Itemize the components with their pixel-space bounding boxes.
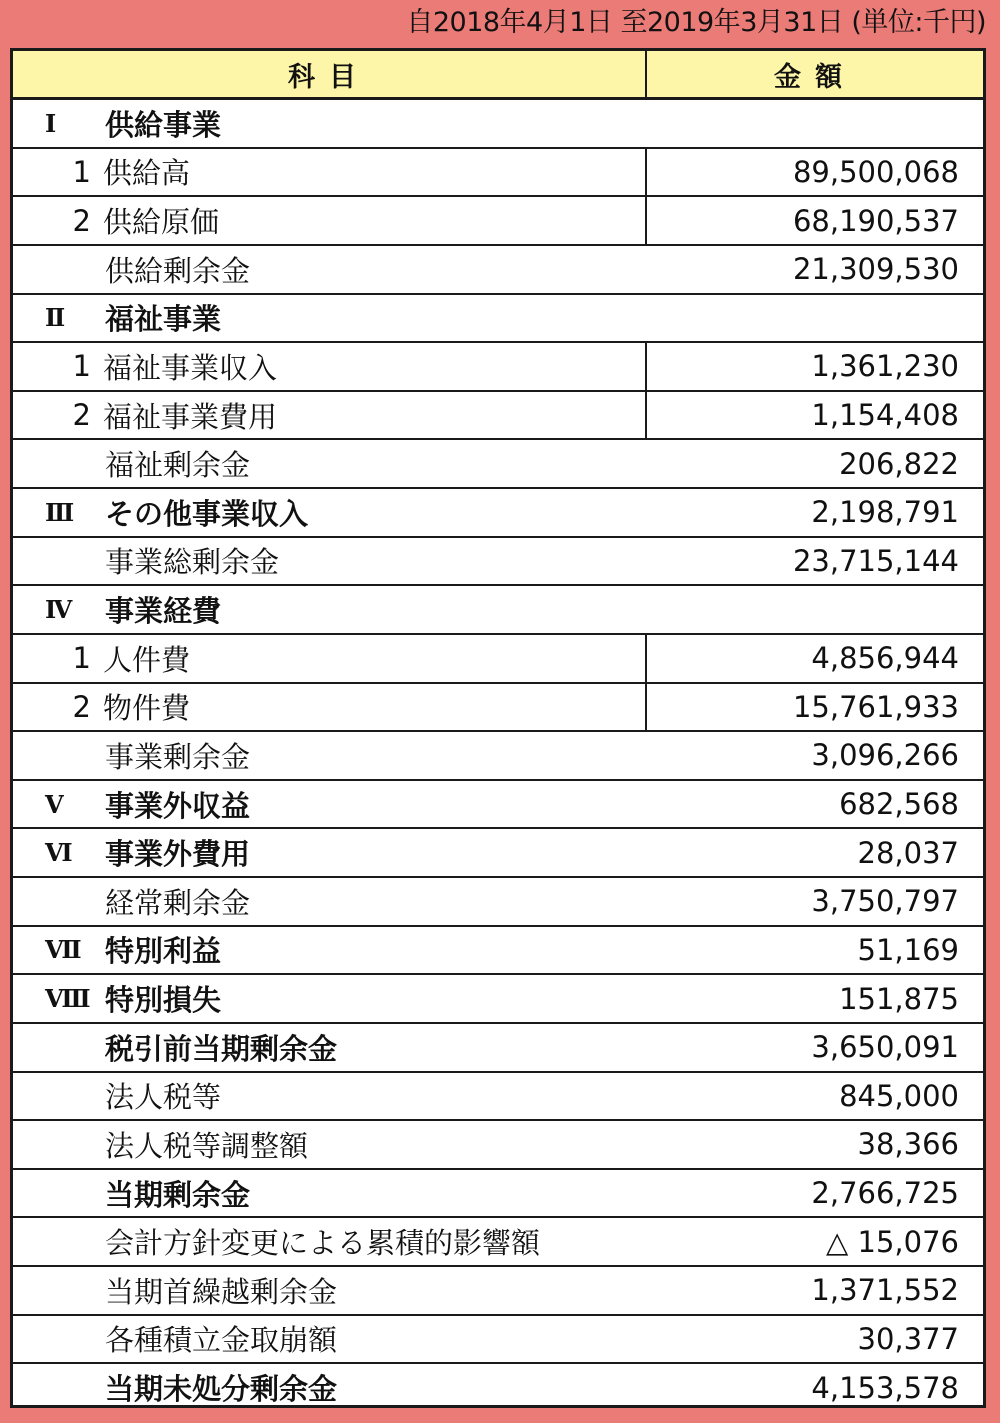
table-row xyxy=(13,1216,983,1265)
row-label: 経常剰余金 xyxy=(105,885,251,920)
subject-cell xyxy=(13,781,647,828)
amount-cell xyxy=(647,100,983,147)
amount-cell: 68,190,537 xyxy=(792,203,959,238)
section-numeral: Ⅲ xyxy=(45,497,75,527)
amount-column-header: 金額 xyxy=(774,61,856,93)
table-row xyxy=(13,1265,983,1314)
row-label: 供給原価 xyxy=(103,205,220,240)
subject-cell xyxy=(13,975,647,1022)
row-label: 法人税等 xyxy=(105,1080,222,1115)
section-numeral: Ⅰ xyxy=(45,108,57,138)
table-row xyxy=(13,341,983,390)
subject-cell xyxy=(13,927,647,974)
row-label: 事業総剰余金 xyxy=(105,545,280,580)
subject-cell xyxy=(13,538,647,585)
table-row xyxy=(13,1362,983,1411)
amount-cell: 28,037 xyxy=(857,835,959,870)
table-row xyxy=(13,536,983,585)
table-row xyxy=(13,438,983,487)
income-statement-table xyxy=(10,48,986,1408)
subject-cell xyxy=(13,489,647,536)
row-label: 当期首繰越剰余金 xyxy=(105,1274,338,1309)
row-label: 当期剰余金 xyxy=(105,1177,251,1212)
table-header xyxy=(13,51,983,100)
amount-cell: △ 15,076 xyxy=(826,1224,959,1259)
table-row xyxy=(13,584,983,633)
row-label: 物件費 xyxy=(103,691,191,726)
amount-cell: 51,169 xyxy=(857,932,959,967)
amount-cell: 30,377 xyxy=(857,1321,959,1356)
row-label: 各種積立金取崩額 xyxy=(105,1323,338,1358)
row-label: その他事業収入 xyxy=(105,496,309,531)
amount-cell: 2,766,725 xyxy=(811,1176,959,1211)
row-label: 供給高 xyxy=(103,156,191,191)
table-row xyxy=(13,925,983,974)
section-numeral: Ⅳ xyxy=(45,595,73,625)
item-number: 2 xyxy=(72,689,91,724)
section-numeral: Ⅶ xyxy=(45,935,82,965)
amount-cell: 3,750,797 xyxy=(811,884,959,919)
table-row xyxy=(13,487,983,536)
row-label: 事業経費 xyxy=(105,594,222,629)
amount-cell: 206,822 xyxy=(839,446,959,481)
amount-cell: 151,875 xyxy=(839,981,959,1016)
subject-cell xyxy=(13,684,647,731)
amount-cell: 682,568 xyxy=(839,787,959,822)
table-row xyxy=(13,633,983,682)
amount-cell: 845,000 xyxy=(839,1078,959,1113)
subject-cell xyxy=(13,1267,647,1314)
table-row xyxy=(13,195,983,244)
section-numeral: Ⅴ xyxy=(45,789,64,819)
row-label: 会計方針変更による累積的影響額 xyxy=(105,1226,541,1261)
row-label: 供給事業 xyxy=(105,107,222,142)
subject-cell xyxy=(13,392,647,439)
row-label: 福祉剰余金 xyxy=(105,448,251,483)
amount-cell: 3,650,091 xyxy=(811,1030,959,1065)
item-number: 1 xyxy=(72,154,91,189)
table-row xyxy=(13,827,983,876)
subject-cell xyxy=(13,246,647,293)
row-label: 福祉事業 xyxy=(105,302,222,337)
table-row xyxy=(13,876,983,925)
amount-cell: 1,371,552 xyxy=(811,1273,959,1308)
subject-column-header: 科目 xyxy=(13,51,647,97)
table-row xyxy=(13,973,983,1022)
item-number: 2 xyxy=(72,203,91,238)
row-label: 供給剰余金 xyxy=(105,253,251,288)
row-label: 福祉事業費用 xyxy=(103,399,278,434)
amount-cell: 4,153,578 xyxy=(811,1370,959,1405)
row-label: 特別利益 xyxy=(105,934,222,969)
amount-cell: 2,198,791 xyxy=(811,495,959,530)
table-row xyxy=(13,682,983,731)
subject-cell xyxy=(13,343,647,390)
subject-cell xyxy=(13,1024,647,1071)
item-number: 1 xyxy=(72,349,91,384)
subject-cell xyxy=(13,1218,647,1265)
subject-cell xyxy=(13,635,647,682)
subject-cell xyxy=(13,1316,647,1363)
row-label: 福祉事業収入 xyxy=(103,350,278,385)
row-label: 事業剰余金 xyxy=(105,739,251,774)
subject-cell xyxy=(13,732,647,779)
table-row xyxy=(13,779,983,828)
amount-cell: 21,309,530 xyxy=(792,252,959,287)
subject-cell xyxy=(13,1073,647,1120)
table-row xyxy=(13,244,983,293)
subject-cell xyxy=(13,829,647,876)
table-row xyxy=(13,730,983,779)
subject-cell xyxy=(13,586,647,633)
subject-cell xyxy=(13,1121,647,1168)
subject-cell xyxy=(13,295,647,342)
amount-cell: 3,096,266 xyxy=(811,738,959,773)
amount-cell: 1,154,408 xyxy=(811,398,959,433)
row-label: 特別損失 xyxy=(105,983,222,1018)
subject-cell xyxy=(13,149,647,196)
table-row xyxy=(13,1168,983,1217)
section-numeral: Ⅷ xyxy=(45,984,91,1014)
row-label: 当期未処分剰余金 xyxy=(105,1372,338,1407)
amount-cell: 1,361,230 xyxy=(811,349,959,384)
amount-cell xyxy=(647,295,983,342)
subject-cell xyxy=(13,878,647,925)
subject-cell xyxy=(13,1364,647,1411)
amount-cell: 23,715,144 xyxy=(792,543,959,578)
row-label: 事業外収益 xyxy=(105,788,251,823)
row-label: 税引前当期剰余金 xyxy=(105,1031,338,1066)
amount-cell: 4,856,944 xyxy=(811,641,959,676)
amount-cell: 38,366 xyxy=(857,1127,959,1162)
row-label: 人件費 xyxy=(103,642,191,677)
table-row xyxy=(13,1119,983,1168)
amount-cell: 15,761,933 xyxy=(792,689,959,724)
subject-cell xyxy=(13,440,647,487)
row-label: 法人税等調整額 xyxy=(105,1128,309,1163)
amount-cell xyxy=(647,586,983,633)
table-body xyxy=(13,100,983,1411)
table-row xyxy=(13,1022,983,1071)
item-number: 1 xyxy=(72,641,91,676)
period-caption: 自2018年4月1日 至2019年3月31日 (単位:千円) xyxy=(406,7,986,38)
section-numeral: Ⅱ xyxy=(45,303,66,333)
subject-cell xyxy=(13,100,647,147)
subject-cell xyxy=(13,1170,647,1217)
table-row xyxy=(13,390,983,439)
item-number: 2 xyxy=(72,398,91,433)
table-row xyxy=(13,1314,983,1363)
row-label: 事業外費用 xyxy=(105,837,251,872)
table-row xyxy=(13,293,983,342)
section-numeral: Ⅵ xyxy=(45,838,73,868)
table-row xyxy=(13,100,983,147)
table-row xyxy=(13,147,983,196)
amount-cell: 89,500,068 xyxy=(792,154,959,189)
subject-cell xyxy=(13,197,647,244)
table-row xyxy=(13,1071,983,1120)
